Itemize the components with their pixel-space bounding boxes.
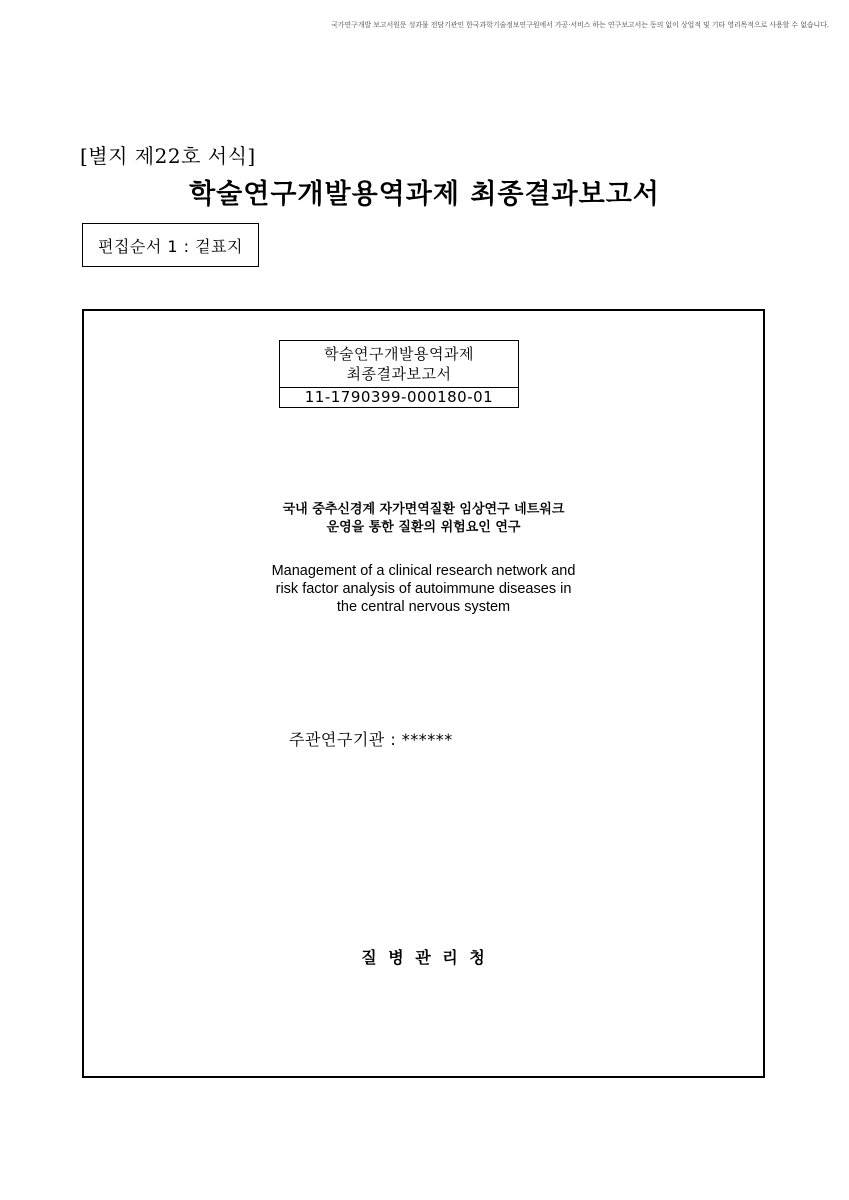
edit-order-label: 편집순서 1 : 겉표지 (97, 236, 244, 256)
english-title (84, 562, 763, 616)
report-type (280, 341, 518, 387)
korean-title (84, 501, 763, 537)
korean-title-line-1: 국내 중추신경계 자가면역질환 임상연구 네트워크 (282, 502, 565, 517)
report-type-line-1: 학술연구개발용역과제 (324, 345, 474, 363)
form-label: [별지 제22호 서식] (80, 144, 256, 168)
main-title: 학술연구개발용역과제 최종결과보고서 (189, 179, 660, 210)
cover-frame (82, 309, 765, 1078)
english-title-line-1: Management of a clinical research network and (271, 563, 576, 579)
copyright-notice: 국가연구개발 보고서원문 성과물 전담기관인 한국과학기술정보연구원에서 가공·서비스 하는 연구보고서는 동의 없이 상업적 및 기타 영리목적으로 사용할 수 없습니다. (331, 21, 829, 29)
agency-name: 질 병 관 리 청 (361, 948, 486, 967)
lead-institution: 주관연구기관 : ****** (289, 730, 453, 749)
edit-order-box (82, 223, 259, 267)
report-number: 11-1790399-000180-01 (280, 387, 518, 407)
report-id-box (279, 340, 519, 408)
report-type-line-2: 최종결과보고서 (346, 365, 452, 383)
korean-title-line-2: 운영을 통한 질환의 위험요인 연구 (326, 520, 521, 535)
english-title-line-3: the central nervous system (336, 599, 511, 615)
english-title-line-2: risk factor analysis of autoimmune diseases in (275, 581, 572, 597)
